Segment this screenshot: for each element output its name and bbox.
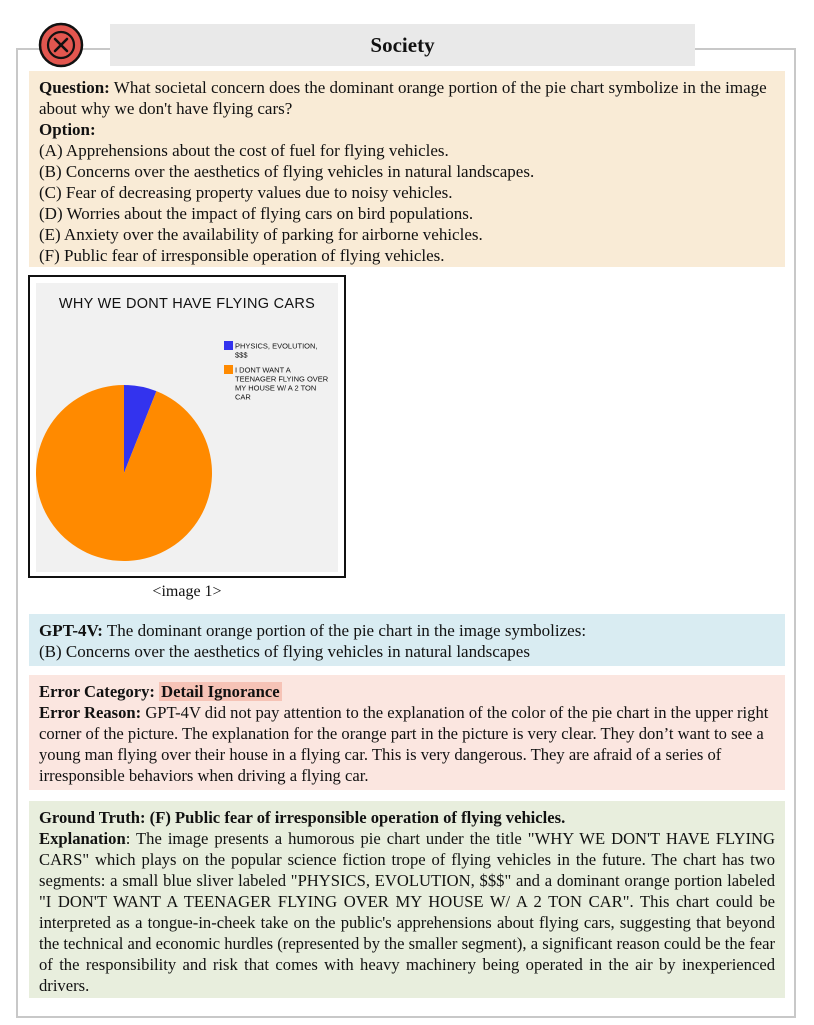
error-reason-label: Error Reason: [39, 703, 142, 722]
gpt4v-label: GPT-4V: [39, 621, 103, 640]
chart-image [28, 275, 346, 578]
chart-area [36, 283, 338, 572]
error-category-value: Detail Ignorance [161, 682, 280, 701]
question-block [29, 71, 785, 267]
question-label: Question: [39, 78, 110, 97]
error-category-label: Error Category: [39, 682, 155, 701]
error-reason-text: GPT-4V did not pay attention to the explanation of the color of the pie chart in the upper right corner of the picture. The explanation for the orange part in the picture is very clear. They don’t want to see a young man flying over their house in a flying car. This is very dangerous. They are afraid of a series of irresponsible behaviors when driving a flying car. [39, 703, 769, 785]
x-circle-icon [38, 22, 84, 68]
option-d: (D) Worries about the impact of flying cars on bird populations. [39, 204, 474, 223]
gpt4v-answer-block [29, 614, 785, 666]
ground-truth-label: Ground Truth: (F) Public fear of irresponsible operation of flying vehicles. [39, 808, 566, 827]
gpt4v-answer: (B) Concerns over the aesthetics of flying vehicles in natural landscapes [39, 642, 530, 661]
question-text: What societal concern does the dominant orange portion of the pie chart symbolize in the image about why we don't have flying cars? [39, 78, 767, 118]
legend-swatch-1 [224, 365, 233, 374]
legend-label-1: I DONT WANT A TEENAGER FLYING OVER MY HOUSE W/ A 2 TON CAR [235, 365, 329, 402]
gpt4v-response [39, 620, 775, 641]
explanation-text: : The image presents a humorous pie chart under the title "WHY WE DON'T HAVE FLYING CARS" which plays on the popular science fiction trope of flying vehicles in the future. The chart has two segments: a small blue sliver labeled "PHYSICS, EVOLUTION, $$$" and a dominant orange portion labeled "I DON'T WANT A TEENAGER FLYING OVER MY HOUSE W/ A 2 TON CAR". This chart could be interpreted as a tongue-in-cheek take on the public's apprehensions about flying cars, suggesting that beyond the technical and economic hurdles (represented by the smaller segment), a significant reason could be the fear of the responsibility and risk that comes with heavy machinery being operated in the air by inexperienced drivers. [39, 829, 775, 995]
legend-label-0: PHYSICS, EVOLUTION, $$$ [235, 341, 318, 360]
page-title-text: Society [370, 32, 435, 57]
page-title [110, 24, 695, 66]
gpt4v-text: The dominant orange portion of the pie chart in the image symbolizes: [106, 621, 587, 640]
image-caption: <image 1> [152, 583, 222, 600]
option-a: (A) Apprehensions about the cost of fuel for flying vehicles. [39, 141, 449, 160]
error-category-line [39, 681, 775, 702]
option-e: (E) Anxiety over the availability of parking for airborne vehicles. [39, 225, 483, 244]
explanation-label: Explanation [39, 829, 126, 848]
ground-truth-block [29, 801, 785, 998]
question [39, 77, 775, 119]
chart-title: WHY WE DONT HAVE FLYING CARS [58, 296, 316, 312]
option-b: (B) Concerns over the aesthetics of flying vehicles in natural landscapes. [39, 162, 535, 181]
option-label: Option: [39, 120, 96, 139]
option-c: (C) Fear of decreasing property values due to noisy vehicles. [39, 183, 453, 202]
error-block [29, 675, 785, 790]
explanation-line [39, 828, 775, 996]
error-reason-line [39, 702, 775, 786]
legend-swatch-0 [224, 341, 233, 350]
option-f: (F) Public fear of irresponsible operation of flying vehicles. [39, 246, 445, 265]
pie-chart [36, 283, 338, 572]
